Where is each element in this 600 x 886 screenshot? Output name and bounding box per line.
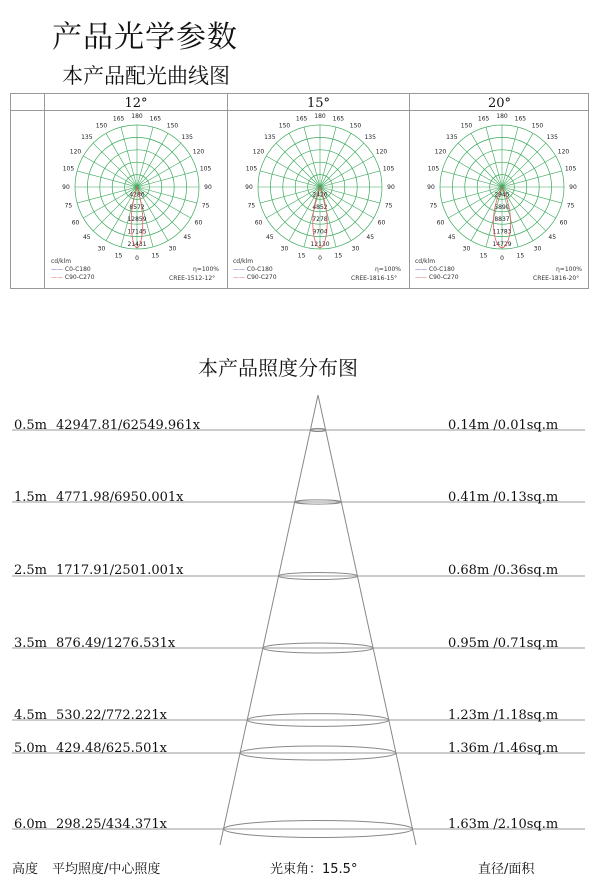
polar-angle-label: 135 <box>546 133 558 141</box>
model-label-12: CREE-1512-12° <box>169 275 216 282</box>
polar-spoke <box>304 127 320 187</box>
polar-angle-label: 105 <box>199 165 212 173</box>
polar-angle-label: 30 <box>533 245 542 253</box>
row-height-label: 0.5m <box>14 418 48 433</box>
polar-angle-label: 135 <box>446 133 458 141</box>
polar-spoke <box>320 133 351 187</box>
polar-spoke <box>502 133 533 187</box>
polar-angle-label: 150 <box>349 122 362 130</box>
polar-spoke <box>276 143 320 187</box>
polar-angle-label: 105 <box>62 165 75 173</box>
polar-angle-label: 60 <box>71 219 80 227</box>
polar-diagram-12 <box>45 112 225 261</box>
polar-angle-label: 150 <box>531 122 544 130</box>
polar-angle-label: 90 <box>245 184 253 191</box>
polar-spoke <box>442 187 502 203</box>
polar-angle-label: 105 <box>564 165 577 173</box>
row-lux-value: 876.49/1276.531x <box>56 636 176 651</box>
polar-angle-label: 15 <box>334 252 343 260</box>
polar-angle-label: 165 <box>149 115 162 123</box>
polar-angle-label: 30 <box>280 245 289 253</box>
legend-series1: —— C0-C180 <box>51 266 91 273</box>
polar-intensity-label: 9704 <box>312 228 328 236</box>
polar-angle-label: 120 <box>252 148 265 156</box>
polar-spoke <box>502 156 556 187</box>
polar-angle-label: 15 <box>297 252 306 260</box>
polar-spoke <box>471 133 502 187</box>
row-lux-value: 530.22/772.221x <box>56 708 167 723</box>
polar-angle-label: 75 <box>566 202 575 210</box>
polar-spoke <box>106 133 137 187</box>
legend-efficiency: η=100% <box>193 266 219 273</box>
polar-angle-label: 0 <box>318 255 322 262</box>
row-diameter-area: 0.41m /0.13sq.m <box>448 490 559 505</box>
polar-angle-label: 45 <box>82 234 91 242</box>
polar-spoke <box>121 127 137 187</box>
polar-angle-label: 150 <box>95 122 108 130</box>
legend-unit: cd/klm <box>233 258 254 265</box>
polar-spoke <box>93 143 137 187</box>
polar-spoke <box>137 133 168 187</box>
polar-intensity-label: 5890 <box>494 203 510 211</box>
polar-intensity-label: 12130 <box>310 241 330 248</box>
polar-angle-label: 135 <box>181 133 193 141</box>
row-diameter-area: 0.68m /0.36sq.m <box>448 563 559 578</box>
polar-spoke <box>502 143 546 187</box>
polar-angle-label: 45 <box>548 234 557 242</box>
polar-angle-label: 150 <box>166 122 179 130</box>
polar-angle-label: 165 <box>112 115 125 123</box>
polar-angle-label: 45 <box>265 234 274 242</box>
legend-unit: cd/klm <box>415 258 436 265</box>
legend-series2: —— C90-C270 <box>415 274 459 281</box>
page-title: 产品光学参数 <box>52 20 238 55</box>
polar-angle-label: 120 <box>375 148 388 156</box>
polar-angle-label: 90 <box>387 184 395 191</box>
polar-spoke <box>77 187 137 203</box>
polar-angle-label: 75 <box>247 202 256 210</box>
row-lux-value: 42947.81/62549.961x <box>56 418 201 433</box>
polar-spoke <box>77 171 137 187</box>
column-header-12: 12° <box>124 96 148 111</box>
polar-angle-label: 165 <box>295 115 308 123</box>
row-diameter-area: 0.95m /0.71sq.m <box>448 636 559 651</box>
polar-intensity-label: 2945 <box>494 191 510 199</box>
polar-angle-label: 105 <box>427 165 440 173</box>
legend-series2: —— C90-C270 <box>51 274 95 281</box>
legend-unit: cd/klm <box>51 258 72 265</box>
legend-series1: —— C0-C180 <box>415 266 455 273</box>
polar-spoke <box>83 156 137 187</box>
polar-angle-label: 60 <box>559 219 568 227</box>
cone-edge-right <box>318 395 416 845</box>
polar-diagram-15 <box>228 112 408 261</box>
polar-angle-label: 165 <box>477 115 490 123</box>
polar-angle-label: 90 <box>427 184 435 191</box>
row-lux-value: 429.48/625.501x <box>56 741 167 756</box>
polar-angle-label: 165 <box>332 115 345 123</box>
polar-angle-label: 90 <box>62 184 70 191</box>
polar-spoke <box>320 143 364 187</box>
polar-intensity-label: 17145 <box>127 228 147 236</box>
row-diameter-area: 0.14m /0.01sq.m <box>448 418 559 433</box>
column-header-15: 15° <box>306 96 331 111</box>
row-height-label: 5.0m <box>14 741 48 756</box>
polar-spoke <box>448 156 502 187</box>
polar-angle-label: 90 <box>204 184 212 191</box>
legend-series2: —— C90-C270 <box>233 274 277 281</box>
cone-edge-left <box>220 395 318 845</box>
polar-angle-label: 15 <box>479 252 488 260</box>
polar-intensity-label: 14729 <box>492 241 512 248</box>
footer-beam-angle: 光束角：15.5° <box>270 862 358 877</box>
footer-height-label: 高度 <box>12 862 39 877</box>
column-header-20: 20° <box>487 96 512 111</box>
polar-angle-label: 60 <box>436 219 445 227</box>
illuminance-cone-diagram <box>0 380 600 850</box>
row-height-label: 4.5m <box>14 708 48 723</box>
polar-angle-label: 30 <box>168 245 177 253</box>
polar-angle-label: 0 <box>135 255 139 262</box>
polar-spoke <box>289 133 320 187</box>
polar-spoke <box>320 187 380 203</box>
polar-spoke <box>486 127 502 187</box>
row-diameter-area: 1.63m /2.10sq.m <box>448 817 559 832</box>
row-diameter-area: 1.23m /1.18sq.m <box>448 708 559 723</box>
polar-angle-label: 180 <box>496 113 508 120</box>
section-title-light-distribution: 本产品配光曲线图 <box>62 64 230 88</box>
polar-angle-label: 180 <box>314 113 326 120</box>
legend-efficiency: η=100% <box>556 266 582 273</box>
polar-angle-label: 0 <box>500 255 504 262</box>
polar-angle-label: 135 <box>81 133 93 141</box>
row-height-label: 3.5m <box>14 636 48 651</box>
polar-spoke <box>137 143 181 187</box>
polar-intensity-label: 4852 <box>312 203 328 211</box>
polar-spoke <box>266 156 320 187</box>
polar-angle-label: 135 <box>264 133 276 141</box>
polar-angle-label: 135 <box>364 133 376 141</box>
polar-angle-label: 30 <box>97 245 106 253</box>
polar-spoke <box>137 156 191 187</box>
polar-intensity-label: 8572 <box>129 203 145 211</box>
polar-angle-label: 75 <box>384 202 393 210</box>
polar-angle-label: 180 <box>131 113 143 120</box>
polar-spoke <box>260 187 320 203</box>
polar-angle-label: 15 <box>114 252 123 260</box>
polar-angle-label: 45 <box>366 234 375 242</box>
polar-angle-label: 75 <box>64 202 73 210</box>
polar-spoke <box>320 156 374 187</box>
polar-angle-label: 105 <box>245 165 258 173</box>
polar-angle-label: 105 <box>382 165 395 173</box>
row-height-label: 6.0m <box>14 817 48 832</box>
polar-angle-label: 60 <box>254 219 263 227</box>
polar-spoke <box>137 127 153 187</box>
polar-angle-label: 45 <box>447 234 456 242</box>
polar-spoke <box>137 187 191 218</box>
polar-spoke <box>260 171 320 187</box>
footer-lux-label: 平均照度/中心照度 <box>52 862 161 877</box>
polar-intensity-label: 4286 <box>129 191 145 199</box>
polar-angle-label: 120 <box>69 148 82 156</box>
polar-angle-label: 120 <box>434 148 447 156</box>
polar-intensity-label: 11783 <box>492 228 512 236</box>
legend-series1: —— C0-C180 <box>233 266 273 273</box>
polar-curve-table <box>10 93 589 289</box>
polar-angle-label: 60 <box>194 219 203 227</box>
section-title-illuminance: 本产品照度分布图 <box>198 356 358 380</box>
polar-angle-label: 120 <box>557 148 570 156</box>
polar-intensity-label: 21431 <box>127 241 147 248</box>
row-lux-value: 298.25/434.371x <box>56 817 167 832</box>
polar-spoke <box>320 127 336 187</box>
polar-spoke <box>320 171 380 187</box>
polar-angle-label: 15 <box>151 252 160 260</box>
polar-intensity-label: 8837 <box>494 216 510 224</box>
polar-diagram-20 <box>410 112 590 261</box>
polar-angle-label: 90 <box>569 184 577 191</box>
polar-angle-label: 75 <box>429 202 438 210</box>
model-label-15: CREE-1816-15° <box>351 275 398 282</box>
polar-spoke <box>320 187 374 218</box>
row-height-label: 2.5m <box>14 563 48 578</box>
row-diameter-area: 1.36m /1.46sq.m <box>448 741 559 756</box>
polar-spoke <box>442 171 502 187</box>
polar-angle-label: 150 <box>278 122 291 130</box>
polar-spoke <box>502 127 518 187</box>
polar-spoke <box>502 171 562 187</box>
row-lux-value: 4771.98/6950.001x <box>56 490 184 505</box>
polar-angle-label: 165 <box>514 115 527 123</box>
polar-intensity-label: 7278 <box>312 216 328 224</box>
polar-angle-label: 120 <box>192 148 205 156</box>
polar-angle-label: 75 <box>201 202 210 210</box>
polar-intensity-label: 2426 <box>312 191 328 199</box>
polar-angle-label: 30 <box>351 245 360 253</box>
polar-angle-label: 150 <box>460 122 473 130</box>
model-label-20: CREE-1816-20° <box>533 275 580 282</box>
polar-angle-label: 30 <box>462 245 471 253</box>
polar-intensity-label: 12859 <box>127 216 147 224</box>
polar-spoke <box>137 171 197 187</box>
polar-angle-label: 15 <box>516 252 525 260</box>
polar-angle-label: 60 <box>377 219 386 227</box>
footer-diameter-label: 直径/面积 <box>478 862 535 877</box>
row-lux-value: 1717.91/2501.001x <box>56 563 184 578</box>
polar-spoke <box>137 187 197 203</box>
polar-spoke <box>458 143 502 187</box>
polar-spoke <box>502 187 562 203</box>
polar-angle-label: 45 <box>183 234 192 242</box>
row-height-label: 1.5m <box>14 490 48 505</box>
legend-efficiency: η=100% <box>375 266 401 273</box>
